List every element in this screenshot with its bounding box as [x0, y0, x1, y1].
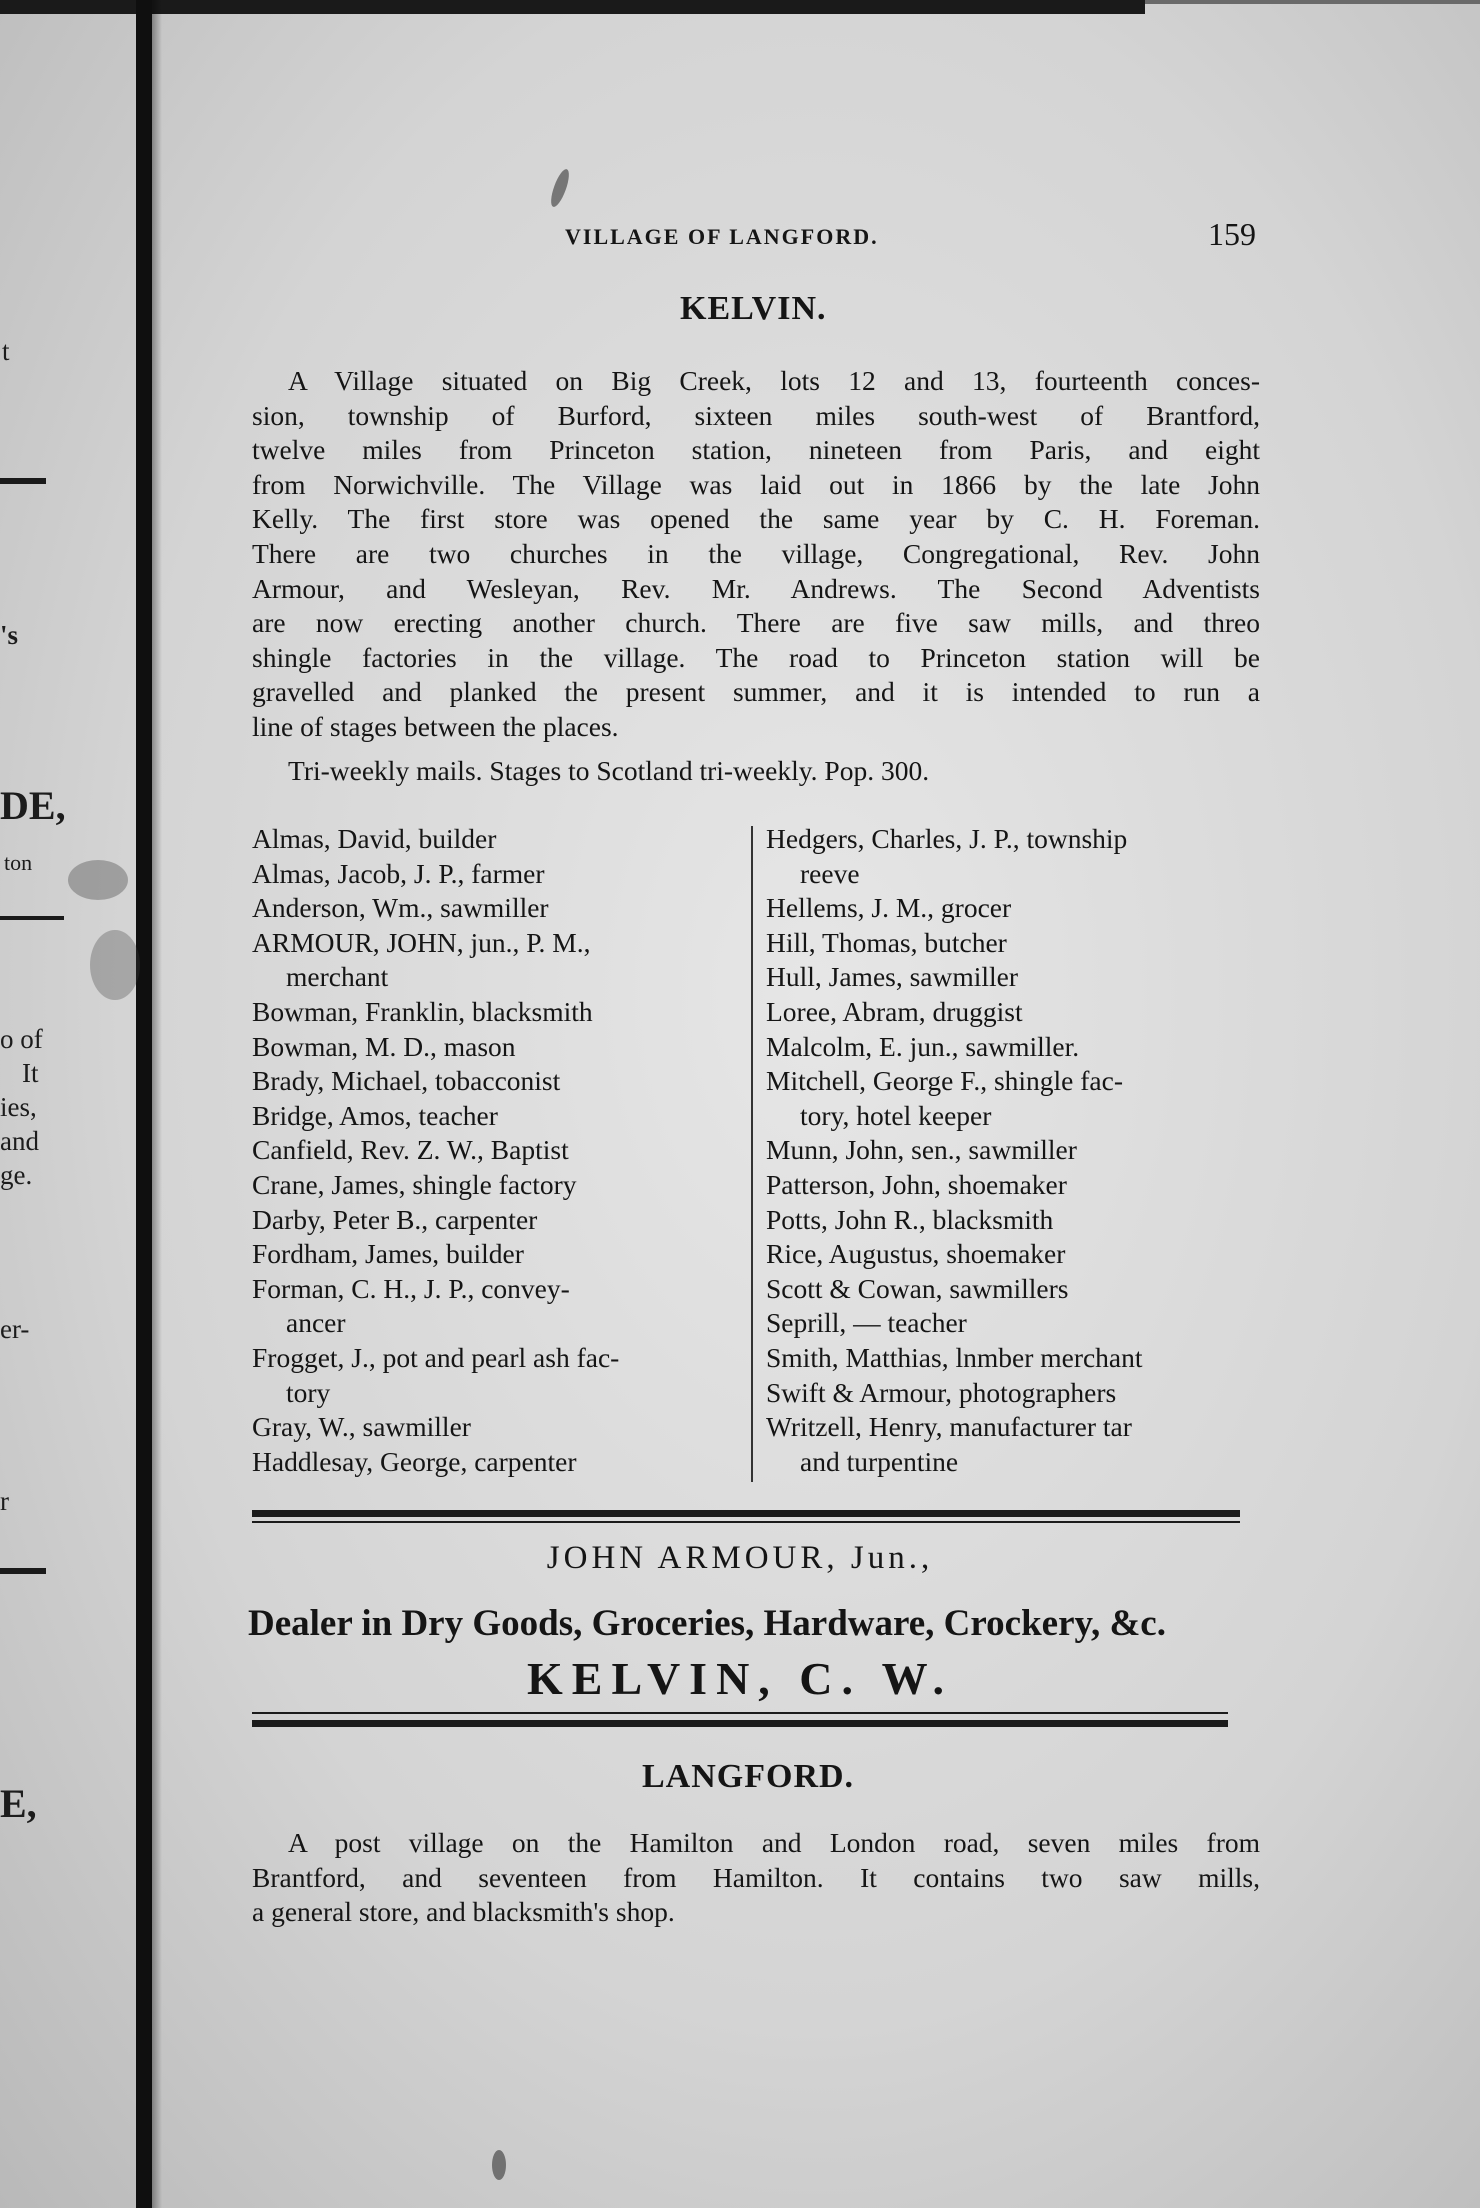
left-page-text: o of	[0, 1024, 43, 1054]
directory-column-right	[766, 822, 1261, 1479]
section-heading-kelvin: KELVIN.	[680, 290, 827, 327]
text-line: There are two churches in the village, Congregational, Rev. John	[252, 537, 1260, 569]
rule-thin	[252, 1712, 1228, 1714]
directory-entry: Loree, Abram, druggist	[766, 995, 1023, 1027]
directory-entry: Scott & Cowan, sawmillers	[766, 1272, 1069, 1304]
text-line: A Village situated on Big Creek, lots 12 and 13, fourteenth conces-	[288, 365, 1260, 396]
text-line: shingle factories in the village. The road to Princeton station will be	[252, 641, 1260, 673]
left-page-text: and	[0, 1126, 39, 1156]
text-line: are now erecting another church. There are five saw mills, and threo	[252, 607, 1260, 639]
left-page-text: ies,	[0, 1092, 37, 1122]
directory-entry: Gray, W., sawmiller	[252, 1411, 471, 1443]
directory-entry: Seprill, — teacher	[766, 1307, 967, 1339]
stain	[68, 860, 128, 900]
directory-entry: Almas, David, builder	[252, 823, 497, 854]
langford-description	[252, 1826, 1260, 1930]
stain	[90, 930, 140, 1000]
directory-entry: Munn, John, sen., sawmiller	[766, 1134, 1077, 1166]
directory-entry: Hedgers, Charles, J. P., township	[766, 823, 1128, 854]
directory-entry: Almas, Jacob, J. P., farmer	[252, 857, 545, 889]
book-gutter	[136, 0, 152, 2208]
kelvin-description	[252, 364, 1260, 745]
left-page-text: r	[0, 1486, 9, 1516]
directory-entry: Writzell, Henry, manufacturer tar	[766, 1411, 1132, 1443]
text-line: twelve miles from Princeton station, nineteen from Paris, and eight	[252, 434, 1260, 466]
ad-place: KELVIN, C. W.	[527, 1653, 953, 1704]
left-page-text: 's	[0, 620, 19, 650]
directory-entry: Hellems, J. M., grocer	[766, 892, 1012, 924]
directory-entry-continuation: tory, hotel keeper	[800, 1099, 992, 1131]
left-page-text: E,	[0, 1781, 37, 1826]
directory-entry: Mitchell, George F., shingle fac-	[766, 1065, 1123, 1097]
left-page-text: ton	[4, 850, 33, 875]
section-heading-langford: LANGFORD.	[642, 1758, 855, 1795]
directory-entry: Swift & Armour, photographers	[766, 1376, 1117, 1408]
text-line: Brantford, and seventeen from Hamilton. It contains two saw mills,	[252, 1861, 1260, 1893]
text-line: sion, township of Burford, sixteen miles south-west of Brantford,	[252, 399, 1260, 431]
ink-smudge	[492, 2150, 506, 2180]
left-page-text: It	[22, 1058, 39, 1088]
left-page-text: er-	[0, 1314, 30, 1344]
directory-entry-continuation: reeve	[800, 857, 860, 889]
directory-entry: ARMOUR, JOHN, jun., P. M.,	[252, 926, 591, 958]
text-line: A post village on the Hamilton and London road, seven miles from	[288, 1827, 1260, 1858]
left-page-rule	[0, 916, 64, 920]
directory-entry-continuation: merchant	[286, 961, 389, 993]
directory-entry-continuation: and turpentine	[800, 1445, 959, 1477]
directory-entry: Hill, Thomas, butcher	[766, 926, 1007, 958]
directory-entry: Bowman, Franklin, blacksmith	[252, 995, 593, 1027]
ad-dealer-line: Dealer in Dry Goods, Groceries, Hardware, Crockery, &c.	[248, 1603, 1166, 1644]
directory-entry: Potts, John R., blacksmith	[766, 1203, 1054, 1235]
directory-column-left	[252, 822, 752, 1479]
directory-entry: Canfield, Rev. Z. W., Baptist	[252, 1134, 569, 1166]
ad-name: JOHN ARMOUR, Jun.,	[546, 1540, 934, 1576]
left-page-text: ge.	[0, 1160, 33, 1190]
text-line: a general store, and blacksmith's shop.	[252, 1896, 675, 1928]
directory-entry: Haddlesay, George, carpenter	[252, 1445, 577, 1477]
rule-thick	[252, 1720, 1228, 1727]
directory-entry: Rice, Augustus, shoemaker	[766, 1238, 1066, 1270]
directory-entry: Smith, Matthias, lnmber merchant	[766, 1341, 1143, 1373]
directory-entry: Darby, Peter B., carpenter	[252, 1203, 538, 1235]
directory-entry-continuation: ancer	[286, 1307, 346, 1339]
directory-entry: Anderson, Wm., sawmiller	[252, 892, 549, 924]
directory-entry: Hull, James, sawmiller	[766, 961, 1019, 993]
directory-entry: Frogget, J., pot and pearl ash fac-	[252, 1341, 620, 1373]
text-line: Kelly. The first store was opened the same year by C. H. Foreman.	[252, 503, 1260, 535]
left-page-rule	[0, 478, 46, 484]
scan-border-top-thin	[1145, 0, 1480, 4]
text-line: Armour, and Wesleyan, Rev. Mr. Andrews. The Second Adventists	[252, 572, 1260, 604]
directory-entry: Patterson, John, shoemaker	[766, 1168, 1067, 1200]
directory-entry-continuation: tory	[286, 1376, 331, 1408]
rule-thin	[252, 1521, 1240, 1523]
kelvin-mails	[288, 754, 1260, 789]
text-line: line of stages between the places.	[252, 710, 619, 742]
rule-thick	[252, 1510, 1240, 1517]
directory-entry: Forman, C. H., J. P., convey-	[252, 1272, 570, 1304]
running-head: VILLAGE OF LANGFORD.	[565, 224, 879, 249]
directory-entry: Bowman, M. D., mason	[252, 1030, 516, 1062]
directory-entry: Malcolm, E. jun., sawmiller.	[766, 1030, 1080, 1062]
directory-entry: Bridge, Amos, teacher	[252, 1099, 498, 1131]
scan-border-top	[0, 0, 1145, 14]
directory-entry: Fordham, James, builder	[252, 1238, 524, 1270]
gutter-shadow	[152, 0, 162, 2208]
left-page-text: t	[2, 336, 10, 366]
directory-entry: Crane, James, shingle factory	[252, 1168, 577, 1200]
page-number: 159	[1208, 216, 1256, 252]
mails-line: Tri-weekly mails. Stages to Scotland tri-weekly. Pop. 300.	[288, 755, 930, 786]
column-divider	[751, 826, 753, 1482]
text-line: from Norwichville. The Village was laid out in 1866 by the late John	[252, 468, 1260, 500]
text-line: gravelled and planked the present summer, and it is intended to run a	[252, 676, 1260, 708]
left-page-text: DE,	[0, 783, 66, 828]
directory-entry: Brady, Michael, tobacconist	[252, 1065, 561, 1097]
